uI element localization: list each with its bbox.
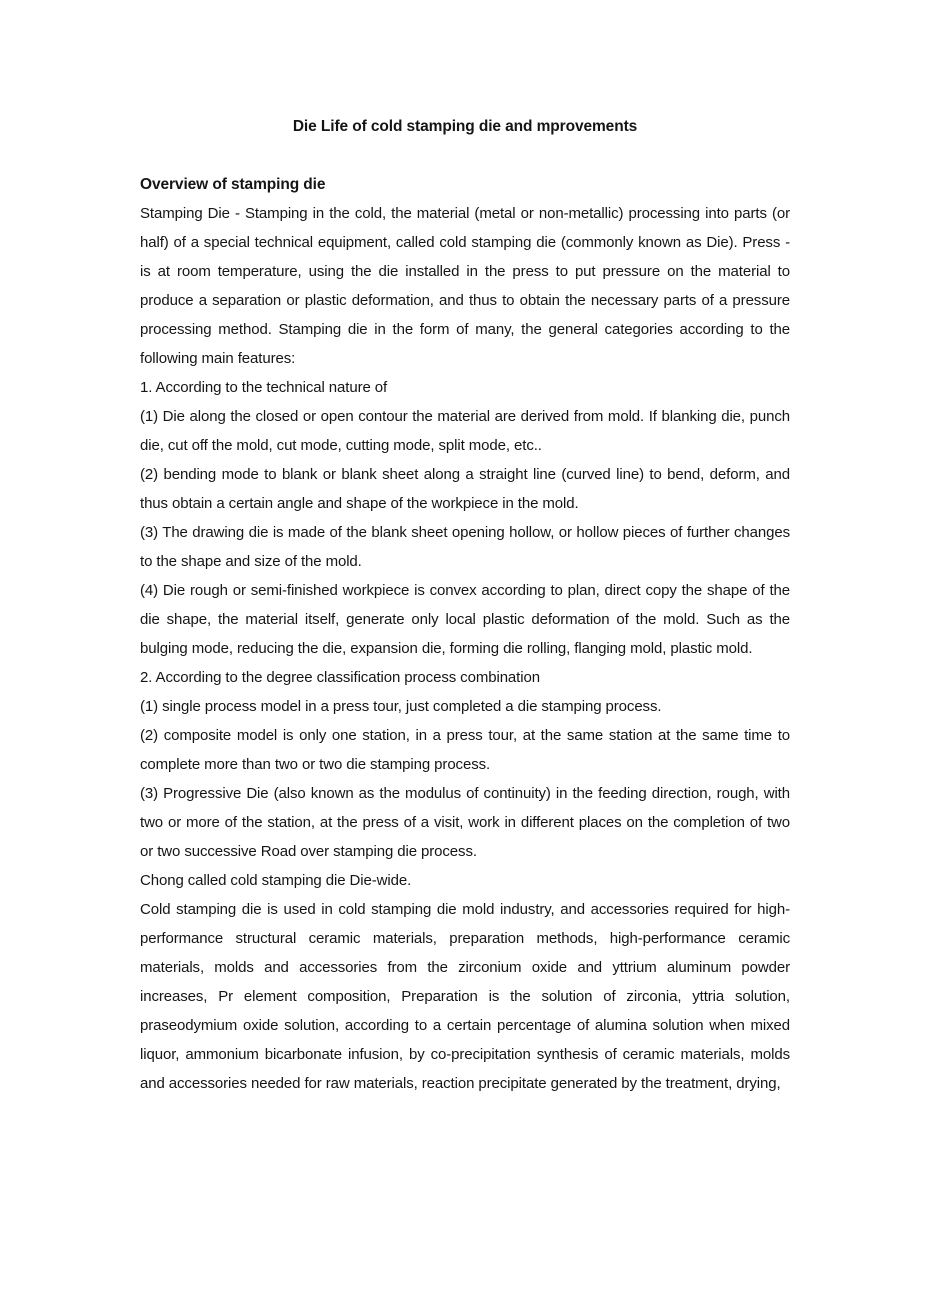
paragraph-category-1-item-4: (4) Die rough or semi-finished workpiece is convex according to plan, direct copy the shape of the die shape, the material itself, generate only local plastic deformation of the mold. Such as the bulging mode, reducing the die, expansion die, forming die rolling, flanging mold, plastic mold. bbox=[140, 582, 790, 657]
paragraph-overview: Stamping Die - Stamping in the cold, the material (metal or non-metallic) processing into parts (or half) of a special technical equipment, called cold stamping die (commonly known as Die). Press - is at room temperature, using the die installed in the press to put pressure on the material to produce a separation or plastic deformation, and thus to obtain the necessary parts of a pressure processing method. Stamping die in the form of many, the general categories according to the following main features: bbox=[140, 205, 790, 367]
paragraph-category-1-item-2: (2) bending mode to blank or blank sheet along a straight line (curved line) to bend, deform, and thus obtain a certain angle and shape of the workpiece in the mold. bbox=[140, 466, 790, 512]
paragraph-category-1-item-3: (3) The drawing die is made of the blank sheet opening hollow, or hollow pieces of further changes to the shape and size of the mold. bbox=[140, 524, 790, 570]
document-content bbox=[140, 112, 790, 1098]
paragraph-ceramic-materials: Cold stamping die is used in cold stamping die mold industry, and accessories required for high-performance structural ceramic materials, preparation methods, high-performance ceramic materials, molds and accessories from the zirconium oxide and yttrium aluminum powder increases, Pr element composition, Preparation is the solution of zirconia, yttria solution, praseodymium oxide solution, according to a certain percentage of alumina solution when mixed liquor, ammonium bicarbonate infusion, by co-precipitation synthesis of ceramic materials, molds and accessories needed for raw materials, reaction precipitate generated by the treatment, drying, bbox=[140, 901, 790, 1092]
paragraph-category-2-item-2: (2) composite model is only one station, in a press tour, at the same station at the same time to complete more than two or two die stamping process. bbox=[140, 727, 790, 773]
paragraph-category-2-item-3: (3) Progressive Die (also known as the modulus of continuity) in the feeding direction, rough, with two or more of the station, at the press of a visit, work in different places on the completion of two or two successive Road over stamping die process. bbox=[140, 785, 790, 860]
paragraph-category-1-item-1: (1) Die along the closed or open contour the material are derived from mold. If blanking die, punch die, cut off the mold, cut mode, cutting mode, split mode, etc.. bbox=[140, 408, 790, 454]
paragraph-category-1-heading: 1. According to the technical nature of bbox=[140, 379, 388, 396]
paragraph-chong-note: Chong called cold stamping die Die-wide. bbox=[140, 872, 412, 889]
document-title: Die Life of cold stamping die and mprovements bbox=[292, 118, 638, 135]
paragraph-category-2-heading: 2. According to the degree classification process combination bbox=[140, 669, 540, 686]
paragraph-category-2-item-1: (1) single process model in a press tour, just completed a die stamping process. bbox=[140, 698, 662, 715]
section-heading: Overview of stamping die bbox=[140, 176, 326, 193]
